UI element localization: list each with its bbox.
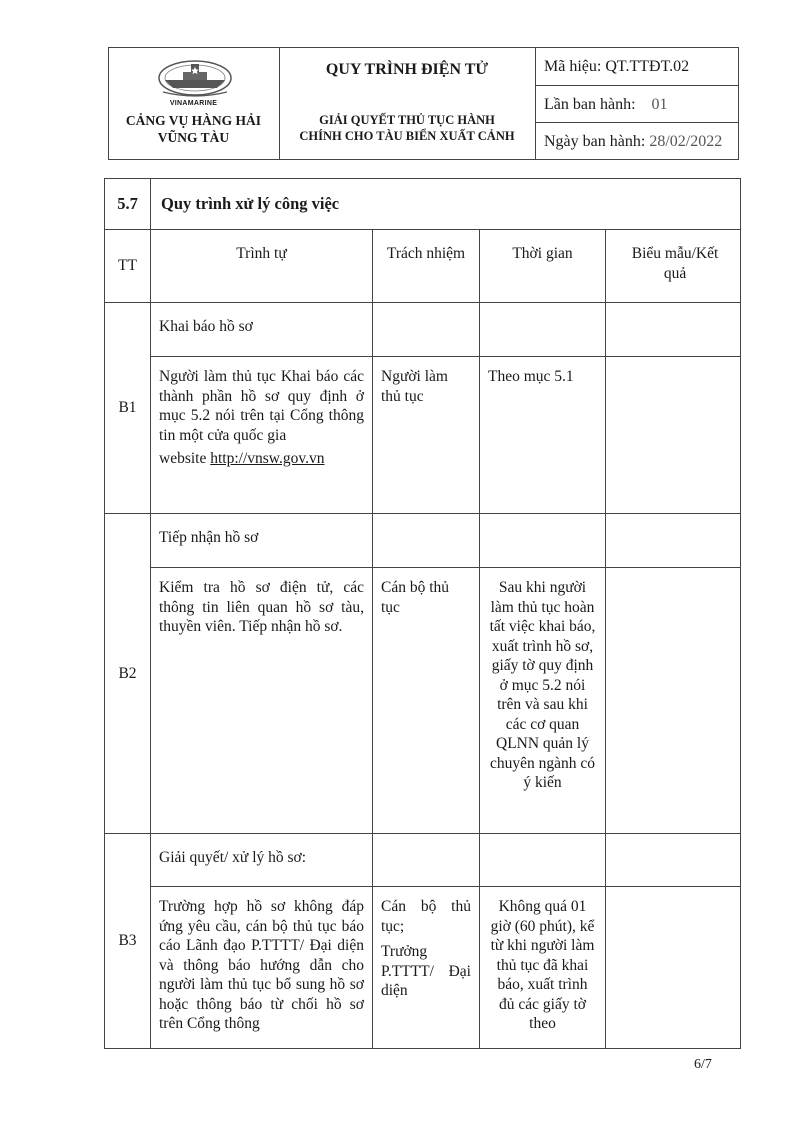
page-number: 6/7 (694, 1057, 712, 1072)
header-org-cell (109, 48, 280, 159)
step-description: Người làm thủ tục Khai báo các thành phần hồ sơ quy định ở mục 5.2 nói trên tại Cổng thông tin một cửa quốc gia website http://vnsw.gov.vn (151, 357, 373, 514)
col-header-form: Biểu mẫu/Kết quả (606, 230, 741, 303)
col-header-tt: TT (105, 230, 151, 303)
column-header-row (105, 230, 741, 303)
step-b3-detail-row (105, 887, 741, 1049)
section-row (105, 179, 741, 230)
doc-code-value: QT.TTĐT.02 (605, 58, 690, 75)
doc-subtitle-line2: CHÍNH CHO TÀU BIỂN XUẤT CẢNH (299, 129, 515, 143)
issue-value: 01 (651, 96, 668, 113)
step-b2-detail-row (105, 568, 741, 834)
doc-title: QUY TRÌNH ĐIỆN TỬ (325, 61, 489, 78)
step-b3-title-row (105, 834, 741, 887)
step-time: Sau khi người làm thủ tục hoàn tất việc khai báo, xuất trình hồ sơ, giấy tờ quy định ở mục 5.2 nói trên và sau khi các cơ quan QLNN quản lý chuyên ngành có ý kiến (480, 568, 606, 834)
vnsw-website-link[interactable]: http://vnsw.gov.vn (210, 450, 325, 467)
step-id: B3 (105, 834, 151, 1049)
step-form (606, 887, 741, 1049)
col-header-sequence: Trình tự (151, 230, 373, 303)
step-responsibility: Người làm thủ tục (373, 357, 480, 514)
doc-code-label: Mã hiệu: (544, 58, 602, 75)
step-time: Theo mục 5.1 (480, 357, 606, 514)
org-logo-text: VINAMARINE (169, 100, 218, 107)
issue-date-label: Ngày ban hành: (544, 133, 646, 150)
doc-subtitle (280, 112, 534, 144)
issue-date-row (536, 122, 738, 159)
website-line: website http://vnsw.gov.vn (159, 450, 325, 467)
issue-row (536, 85, 738, 122)
doc-code-row (536, 48, 738, 85)
step-responsibility: Cán bộ thủ tục; Trưởng P.TTTT/ Đại diện (373, 887, 480, 1049)
section-title: Quy trình xử lý công việc (151, 179, 741, 230)
step-form (606, 568, 741, 834)
vinamarine-logo-icon (157, 58, 233, 98)
org-name-line2: VŨNG TÀU (157, 130, 230, 145)
issue-date-value: 28/02/2022 (649, 133, 723, 150)
step-description: Trường hợp hồ sơ không đáp ứng yêu cầu, cán bộ thủ tục báo cáo Lãnh đạo P.TTTT/ Đại diện và thông báo hướng dẫn cho người làm thủ tục bổ sung hồ sơ hoặc thông báo từ chối hồ sơ trên Cổng thông (151, 887, 373, 1049)
section-number: 5.7 (105, 179, 151, 230)
col-header-time: Thời gian (480, 230, 606, 303)
step-id: B1 (105, 303, 151, 514)
issue-label: Lần ban hành: (544, 96, 636, 113)
step-title: Giải quyết/ xử lý hồ sơ: (151, 834, 373, 887)
step-title: Tiếp nhận hồ sơ (151, 514, 373, 568)
header-meta-cell (536, 48, 738, 159)
doc-subtitle-line1: GIẢI QUYẾT THỦ TỤC HÀNH (319, 113, 495, 127)
document-header (108, 47, 739, 160)
step-b2-title-row (105, 514, 741, 568)
header-title-cell (280, 48, 536, 159)
org-name-line1: CẢNG VỤ HÀNG HẢI (125, 113, 262, 128)
process-table (104, 178, 741, 1049)
step-id: B2 (105, 514, 151, 834)
step-form (606, 357, 741, 514)
step-b1-detail-row (105, 357, 741, 514)
step-time: Không quá 01 giờ (60 phút), kể từ khi người làm thủ tục đã khai báo, xuất trình đủ các giấy tờ theo (480, 887, 606, 1049)
org-name (109, 112, 278, 146)
col-header-responsibility: Trách nhiệm (373, 230, 480, 303)
step-b1-title-row (105, 303, 741, 357)
step-description: Kiểm tra hồ sơ điện tử, các thông tin liên quan hồ sơ tàu, thuyền viên. Tiếp nhận hồ sơ. (151, 568, 373, 834)
step-title: Khai báo hồ sơ (151, 303, 373, 357)
step-responsibility: Cán bộ thủ tục (373, 568, 480, 834)
